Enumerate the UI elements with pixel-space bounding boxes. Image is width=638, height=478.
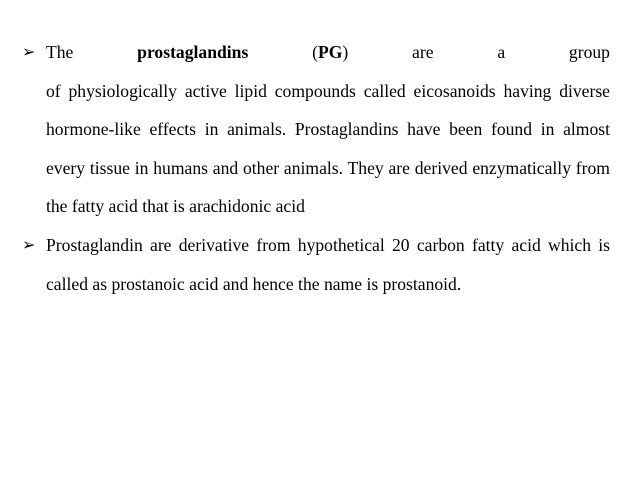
bullet-lead-line — [46, 33, 610, 72]
bullet-body-text: of physiologically active lipid compounds called eicosanoids having diverse hormone-like effects in animals. Prostaglandins have been found in almost every tissue in humans and other animals. They are derived enzymatically from the fatty acid that is arachidonic acid — [46, 80, 610, 217]
bullet-item-prostanoic-acid — [22, 226, 610, 303]
bullet-item-prostaglandins-definition — [22, 33, 610, 226]
term-pg: PG — [317, 42, 343, 62]
term-prostaglandins: prostaglandins — [137, 42, 249, 62]
arrow-bullet-icon: ➢ — [22, 234, 36, 254]
bullet-list — [22, 33, 610, 303]
arrow-bullet-icon: ➢ — [22, 42, 36, 61]
lead-text-pre: The — [46, 42, 138, 62]
bullet-body-text: Prostaglandin are derivative from hypothetical 20 carbon fatty acid which is called as prostanoic acid and hence the name is prostanoid. — [46, 234, 610, 294]
lead-text-mid: ( — [248, 42, 318, 62]
lead-text-post: ) are a group — [342, 42, 610, 62]
